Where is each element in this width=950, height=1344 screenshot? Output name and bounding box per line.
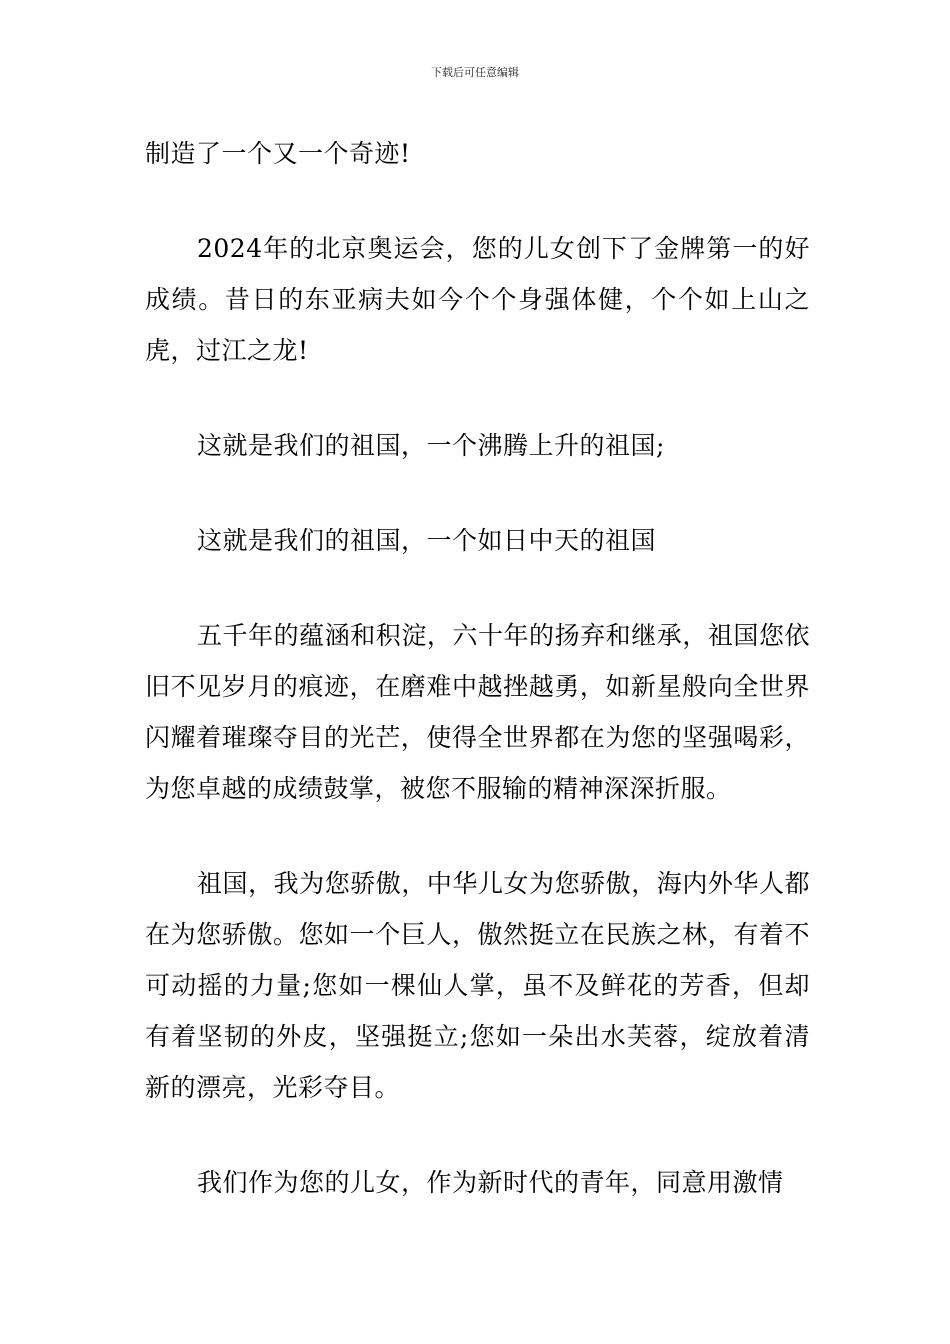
page-header: 下载后可任意编辑 <box>431 66 519 79</box>
paragraph-rising-motherland: 这就是我们的祖国，一个沸腾上升的祖国; <box>197 431 665 460</box>
paragraph-five-thousand-years: 五千年的蕴涵和积淀，六十年的扬弃和继承，祖国您依旧不见岁月的痕迹，在磨难中越挫越勇，如新星般向全世界闪耀着璀璨夺目的光芒，使得全世界都在为您的坚强喝彩，为您卓越的成绩鼓掌，被您不服输的精神深深折服。 <box>145 621 810 803</box>
paragraph-continuation: 制造了一个又一个奇迹! <box>145 139 411 168</box>
paragraph-noon-motherland: 这就是我们的祖国，一个如日中天的祖国 <box>197 526 657 555</box>
paragraph-olympics: 2024年的北京奥运会，您的儿女创下了金牌第一的好成绩。昔日的东亚病夫如今个个身强体健，个个如上山之虎，过江之龙! <box>145 234 810 365</box>
paragraph-pride: 祖国，我为您骄傲，中华儿女为您骄傲，海内外华人都在为您骄傲。您如一个巨人，傲然挺立在民族之林，有着不可动摇的力量;您如一棵仙人掌，虽不及鲜花的芳香，但却有着坚韧的外皮，坚强挺立;您如一朵出水芙蓉，绽放着清新的漂亮，光彩夺目。 <box>145 869 810 1102</box>
paragraph-youth: 我们作为您的儿女，作为新时代的青年，同意用激情 <box>197 1168 784 1197</box>
document-body <box>145 128 810 1208</box>
